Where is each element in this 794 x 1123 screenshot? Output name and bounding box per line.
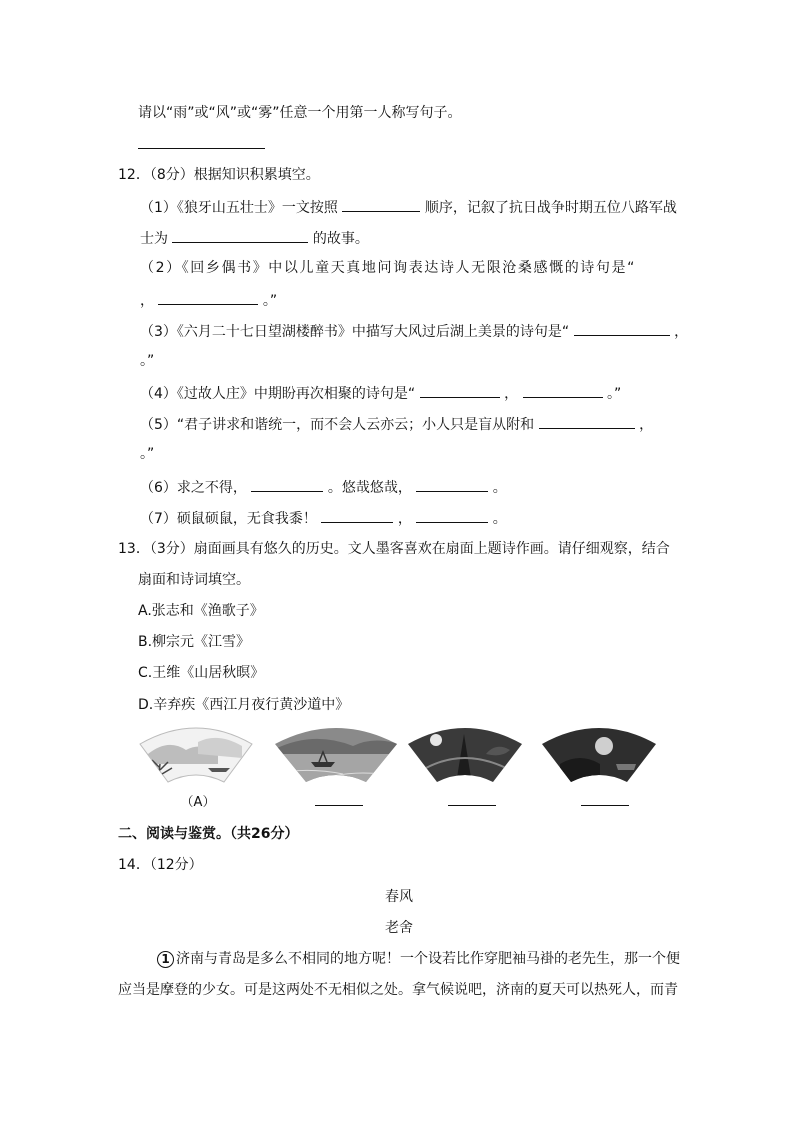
article-author: 老舍 xyxy=(385,920,413,936)
q12-item-1-line1: （1）《狼牙山五壮士》一文按照 顺序，记叙了抗日战争时期五位八路军战 xyxy=(140,197,677,217)
q12-item-7: （7）硕鼠硕鼠，无食我黍！ ， 。 xyxy=(140,508,507,528)
blank[interactable] xyxy=(416,508,488,523)
q12-item-5-line1: （5）“君子讲求和谐统一，而不会人云亦云；小人只是盲从附和 ， xyxy=(140,414,653,434)
q12-item-3-line1: （3）《六月二十七日望湖楼醉书》中描写大风过后湖上美景的诗句是“ ， xyxy=(140,321,688,341)
fan-painting-2 xyxy=(273,724,399,784)
blank[interactable] xyxy=(172,228,308,243)
fan-2-answer-line xyxy=(315,805,363,806)
blank[interactable] xyxy=(539,414,635,429)
q12-item-2-line1: （2）《回乡偶书》中以儿童天真地问询表达诗人无限沧桑感慨的诗句是“ xyxy=(140,260,636,276)
paragraph-number: 1 xyxy=(157,951,174,968)
blank[interactable] xyxy=(420,383,500,398)
section-2-heading: 二、阅读与鉴赏。（共26分） xyxy=(118,826,299,842)
blank[interactable] xyxy=(523,383,603,398)
q12-heading: 12．（8分）根据知识积累填空。 xyxy=(118,167,320,183)
blank[interactable] xyxy=(342,197,420,212)
fan-painting-a xyxy=(138,724,254,784)
q11-prompt: 请以“雨”或“风”或“雾”任意一个用第一人称写句子。 xyxy=(138,105,462,121)
q13-option-b: B.柳宗元《江雪》 xyxy=(138,634,251,650)
q13-heading-line1: 13．（3分）扇面画具有悠久的历史。文人墨客喜欢在扇面上题诗作画。请仔细观察，结合 xyxy=(118,541,670,557)
blank[interactable] xyxy=(574,321,670,336)
fan-a-caption: （A） xyxy=(180,795,216,810)
fan-4-answer-line xyxy=(581,805,629,806)
blank[interactable] xyxy=(416,477,488,492)
q11-answer-line xyxy=(138,148,265,149)
q12-item-2-line2: ， 。” xyxy=(140,290,277,310)
q13-option-d: D.辛弃疾《西江月夜行黄沙道中》 xyxy=(138,697,350,713)
blank[interactable] xyxy=(158,290,258,305)
q12-item-1-line2: 士为 的故事。 xyxy=(140,228,369,248)
article-title: 春风 xyxy=(385,889,413,905)
fan-3-answer-line xyxy=(448,805,496,806)
q13-option-a: A.张志和《渔歌子》 xyxy=(138,603,264,619)
q12-item-4: （4）《过故人庄》中期盼再次相聚的诗句是“ ， 。” xyxy=(140,383,621,403)
q14-heading: 14．（12分） xyxy=(118,857,203,873)
q12-item-5-line2: 。” xyxy=(140,446,155,462)
q12-item-6: （6）求之不得， 。悠哉悠哉， 。 xyxy=(140,477,507,497)
fan-painting-4 xyxy=(540,724,658,784)
q13-heading-line2: 扇面和诗词填空。 xyxy=(138,572,250,588)
article-paragraph-1-line1: 1 济南与青岛是多么不相同的地方呢！一个设若比作穿肥袖马褂的老先生，那一个便 xyxy=(157,950,680,968)
blank[interactable] xyxy=(251,477,323,492)
blank[interactable] xyxy=(321,508,393,523)
fan-painting-3 xyxy=(406,724,524,784)
q13-option-c: C.王维《山居秋暝》 xyxy=(138,665,265,681)
q12-item-3-line2: 。” xyxy=(140,353,155,369)
article-paragraph-1-line2: 应当是摩登的少女。可是这两处不无相似之处。拿气候说吧，济南的夏天可以热死人，而青 xyxy=(118,982,678,998)
